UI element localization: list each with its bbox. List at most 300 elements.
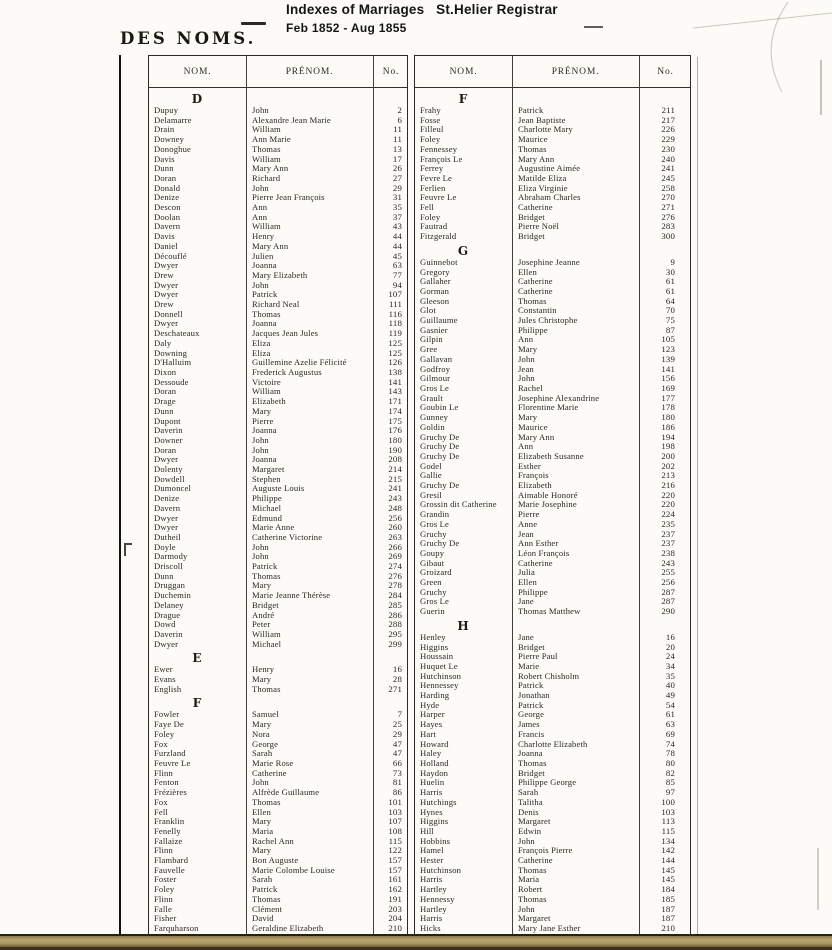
cell-no: 185 <box>661 894 675 904</box>
cell-nom: Harris <box>420 914 443 924</box>
table-row <box>149 426 407 436</box>
table-row <box>149 533 407 543</box>
cell-prenom: Catherine Victorine <box>252 532 323 542</box>
cell-nom: Hyde <box>420 700 440 710</box>
table-row <box>149 446 407 456</box>
table-row <box>415 740 690 750</box>
cell-prenom: Thomas <box>252 571 281 581</box>
cell-no: 156 <box>661 374 675 384</box>
cell-prenom: Philippe George <box>518 778 577 788</box>
cell-nom: Dunn <box>154 571 174 581</box>
cell-prenom: Francis <box>518 729 545 739</box>
scan-edge-line-right <box>697 57 698 934</box>
table-row <box>149 720 407 730</box>
cell-nom: Howard <box>420 739 449 749</box>
cell-nom: Dolenty <box>154 465 183 475</box>
table-row <box>149 808 407 818</box>
cell-no: 255 <box>661 568 675 578</box>
cell-nom: Huquet Le <box>420 661 458 671</box>
cell-nom: Hayes <box>420 720 443 730</box>
cell-prenom: Patrick <box>252 290 278 300</box>
table-row <box>149 145 407 155</box>
column-header-nom: NOM. <box>183 66 212 77</box>
cell-no: 283 <box>661 222 675 232</box>
table-row <box>149 407 407 417</box>
table-row <box>415 433 690 443</box>
cell-prenom: Ann Esther <box>518 539 559 549</box>
cell-nom: Haydon <box>420 768 449 778</box>
table-row <box>149 465 407 475</box>
cell-no: 145 <box>661 875 675 885</box>
cell-no: 285 <box>388 600 402 610</box>
table-row <box>415 116 690 126</box>
cell-nom: Grossin dit Catherine <box>420 500 497 510</box>
table-row <box>149 817 407 827</box>
cell-no: 2 <box>397 106 402 115</box>
page-header-title: Indexes of Marriages St.Helier Registrar <box>286 2 558 17</box>
cell-prenom: Alfrède Guillaume <box>252 788 320 798</box>
cell-nom: Fitzgerald <box>420 232 457 242</box>
cell-nom: Falle <box>154 904 172 914</box>
table-row <box>415 345 690 355</box>
cell-nom: Hester <box>420 856 444 866</box>
table-row <box>415 681 690 691</box>
cell-prenom: Esther <box>518 461 541 471</box>
cell-nom: Godel <box>420 461 442 471</box>
table-row <box>415 135 690 145</box>
table-row <box>149 494 407 504</box>
cell-no: 26 <box>392 164 402 174</box>
cell-prenom: Patrick <box>518 681 544 691</box>
cell-no: 97 <box>665 788 675 798</box>
table-row <box>149 914 407 924</box>
cell-nom: Dwyer <box>154 639 179 649</box>
cell-nom: Goldin <box>420 422 445 432</box>
cell-nom: Frézières <box>154 788 187 798</box>
cell-nom: Downey <box>154 135 185 145</box>
table-row <box>415 530 690 540</box>
cell-nom: Gros Le <box>420 519 449 529</box>
cell-prenom: Margaret <box>252 465 285 475</box>
cell-nom: Dwyer <box>154 513 179 523</box>
cell-prenom: Ann <box>518 335 534 345</box>
table-row <box>415 633 690 643</box>
cell-prenom: Eliza Virginie <box>518 183 568 193</box>
cell-nom: Daniel <box>154 241 178 251</box>
table-row <box>415 355 690 365</box>
cell-nom: Gruchy De <box>420 451 460 461</box>
cell-no: 287 <box>661 597 675 607</box>
cell-no: 220 <box>661 490 675 500</box>
table-row <box>149 397 407 407</box>
cell-prenom: Mary Ann <box>518 432 555 442</box>
cell-nom: Fox <box>154 739 168 749</box>
cell-no: 86 <box>392 788 402 798</box>
cell-prenom: Sarah <box>518 788 539 798</box>
cell-no: 187 <box>661 904 675 914</box>
table-row <box>415 788 690 798</box>
table-row <box>149 232 407 242</box>
table-row <box>415 500 690 510</box>
cell-prenom: Clément <box>252 904 283 914</box>
cell-nom: Holland <box>420 759 449 768</box>
cell-nom: Harper <box>420 710 445 720</box>
column-header-no: No. <box>382 66 400 77</box>
cell-no: 125 <box>388 348 402 358</box>
cell-prenom: Thomas <box>518 894 547 904</box>
cell-no: 63 <box>392 261 402 271</box>
cell-nom: Dwyer <box>154 261 179 271</box>
table-row <box>415 384 690 394</box>
cell-prenom: John <box>252 435 269 445</box>
cell-no: 241 <box>388 484 402 494</box>
table-row <box>415 316 690 326</box>
table-row <box>149 484 407 494</box>
cell-nom: Frahy <box>420 106 441 115</box>
table-row <box>149 572 407 582</box>
cell-no: 245 <box>661 173 675 183</box>
cell-no: 271 <box>661 203 675 213</box>
table-row <box>149 827 407 837</box>
cell-no: 37 <box>392 212 402 222</box>
cell-nom: Haley <box>420 749 442 759</box>
cell-nom: Godfroy <box>420 364 451 374</box>
cell-nom: Deschateaux <box>154 329 200 339</box>
table-row <box>415 885 690 895</box>
table-row <box>415 394 690 404</box>
cell-prenom: Ellen <box>252 807 271 817</box>
cell-prenom: Victoire <box>252 377 281 387</box>
cell-prenom: Thomas <box>518 144 547 154</box>
table-row <box>415 174 690 184</box>
cell-prenom: Charlotte Mary <box>518 125 573 135</box>
cell-nom: Higgins <box>420 817 449 827</box>
cell-prenom: Aimable Honoré <box>518 490 578 500</box>
column-divider <box>373 56 374 935</box>
table-row <box>149 885 407 895</box>
cell-nom: Hennessy <box>420 894 455 904</box>
cell-no: 80 <box>665 759 675 768</box>
cell-prenom: Richard Neal <box>252 300 300 310</box>
scan-edge-line-left <box>119 55 121 934</box>
table-row <box>415 672 690 682</box>
cell-nom: Doran <box>154 387 177 397</box>
column-header-prenom: PRÉNOM. <box>551 66 600 77</box>
table-row <box>149 769 407 779</box>
cell-no: 111 <box>389 300 402 310</box>
cell-no: 270 <box>661 193 675 203</box>
cell-no: 260 <box>388 523 402 533</box>
table-row <box>149 620 407 630</box>
table-row <box>149 710 407 720</box>
cell-prenom: Mary <box>252 817 272 827</box>
cell-nom: Dixon <box>154 367 177 377</box>
table-row <box>415 510 690 520</box>
table-row <box>415 125 690 135</box>
cell-nom: Flinn <box>154 846 173 856</box>
cell-prenom: Robert <box>518 885 543 895</box>
cell-prenom: Jonathan <box>518 691 550 701</box>
cell-no: 276 <box>661 212 675 222</box>
cell-no: 186 <box>661 422 675 432</box>
cell-nom: Guillaume <box>420 316 458 326</box>
cell-prenom: Auguste Louis <box>252 484 305 494</box>
table-row <box>415 258 690 268</box>
cell-prenom: Philippe <box>518 325 548 335</box>
table-row <box>149 135 407 145</box>
cell-nom: Dwyer <box>154 280 179 290</box>
cell-prenom: Mary Elizabeth <box>252 270 308 280</box>
cell-prenom: Catherine <box>518 558 553 568</box>
cell-prenom: Maurice <box>518 422 548 432</box>
cell-nom: Groizard <box>420 568 452 578</box>
table-row <box>415 106 690 116</box>
cell-no: 64 <box>665 296 675 306</box>
cell-prenom: Henry <box>252 665 275 675</box>
cell-no: 226 <box>661 125 675 135</box>
table-row <box>149 552 407 562</box>
cell-nom: Denize <box>154 494 180 504</box>
cell-no: 11 <box>393 135 402 145</box>
cell-prenom: John <box>518 354 535 364</box>
cell-nom: Duchemin <box>154 591 191 601</box>
table-row <box>149 778 407 788</box>
table-row <box>415 652 690 662</box>
cell-nom: Ewer <box>154 665 173 675</box>
cell-prenom: John <box>518 374 535 384</box>
cell-no: 286 <box>388 610 402 620</box>
cell-nom: Fallaize <box>154 836 183 846</box>
cell-prenom: Richard <box>252 173 281 183</box>
cell-prenom: Mary Ann <box>518 154 555 164</box>
cell-nom: Doolan <box>154 212 181 222</box>
cell-no: 49 <box>665 691 675 701</box>
column-divider <box>512 56 513 935</box>
index-table-left <box>148 55 408 936</box>
scan-tick-mark <box>124 543 132 556</box>
cell-nom: Fenton <box>154 778 179 788</box>
table-row <box>415 778 690 788</box>
cell-prenom: Ellen <box>518 578 537 588</box>
cell-prenom: Julia <box>518 568 535 578</box>
cell-prenom: Ellen <box>518 267 537 277</box>
table-body <box>415 88 690 934</box>
cell-prenom: John <box>252 183 269 193</box>
cell-nom: Green <box>420 578 442 588</box>
cell-prenom: Ann <box>518 442 534 452</box>
cell-prenom: Thomas <box>252 684 281 694</box>
cell-prenom: Jean <box>518 364 534 374</box>
cell-prenom: Elizabeth Susanne <box>518 451 584 461</box>
cell-no: 115 <box>388 836 402 846</box>
cell-prenom: Thomas <box>252 797 281 807</box>
table-row <box>149 184 407 194</box>
cell-no: 141 <box>661 364 675 374</box>
cell-no: 103 <box>661 807 675 817</box>
scan-smudge <box>817 848 819 910</box>
cell-prenom: Edwin <box>518 826 542 836</box>
table-row <box>415 924 690 934</box>
cell-prenom: John <box>518 836 535 846</box>
cell-no: 217 <box>661 115 675 125</box>
table-row <box>415 769 690 779</box>
cell-nom: Drague <box>154 610 181 620</box>
table-row <box>149 261 407 271</box>
cell-prenom: William <box>252 222 281 232</box>
cell-prenom: Augustine Aimée <box>518 164 581 174</box>
cell-prenom: Thomas <box>252 894 281 904</box>
cell-nom: Evans <box>154 675 176 685</box>
cell-nom: Dumoncel <box>154 484 191 494</box>
cell-prenom: Rachel Ann <box>252 836 294 846</box>
cell-no: 269 <box>388 552 402 562</box>
cell-no: 30 <box>665 267 675 277</box>
cell-nom: Dessoude <box>154 377 189 387</box>
cell-no: 141 <box>388 377 402 387</box>
cell-no: 274 <box>388 562 402 572</box>
cell-prenom: George <box>252 739 279 749</box>
cell-no: 241 <box>661 164 675 174</box>
cell-no: 116 <box>388 309 402 319</box>
cell-prenom: William <box>252 154 281 164</box>
cell-nom: Fell <box>154 807 168 817</box>
cell-nom: Gilpin <box>420 335 443 345</box>
cell-no: 157 <box>388 865 402 875</box>
table-row <box>415 442 690 452</box>
table-row <box>149 164 407 174</box>
table-row <box>415 588 690 598</box>
cell-nom: Hill <box>420 826 434 836</box>
cell-prenom: Catherine <box>518 277 553 287</box>
cell-nom: Goupy <box>420 548 445 558</box>
table-row <box>415 568 690 578</box>
cell-prenom: Catherine <box>518 203 553 213</box>
cell-no: 210 <box>661 923 675 933</box>
table-row <box>415 365 690 375</box>
cell-nom: Davern <box>154 503 181 513</box>
cell-prenom: Pierre Paul <box>518 652 558 662</box>
table-row <box>149 846 407 856</box>
cell-no: 191 <box>388 894 402 904</box>
table-row <box>149 349 407 359</box>
cell-nom: Dowdell <box>154 474 185 484</box>
cell-no: 180 <box>661 413 675 423</box>
table-header-row <box>149 56 407 88</box>
cell-no: 44 <box>392 232 402 242</box>
column-header-prenom: PRÉNOM. <box>285 66 334 77</box>
table-row <box>149 368 407 378</box>
cell-no: 263 <box>388 532 402 542</box>
table-row <box>149 174 407 184</box>
cell-no: 243 <box>661 558 675 568</box>
cell-nom: Gree <box>420 345 438 355</box>
table-row <box>415 914 690 924</box>
cell-prenom: Eliza <box>252 348 271 358</box>
cell-no: 118 <box>388 319 402 329</box>
cell-prenom: Bon Auguste <box>252 856 299 866</box>
table-row <box>415 691 690 701</box>
table-row <box>149 222 407 232</box>
cell-no: 16 <box>665 632 675 642</box>
cell-no: 138 <box>388 367 402 377</box>
cell-nom: Druggan <box>154 581 186 591</box>
cell-prenom: Marie <box>518 661 540 671</box>
table-row <box>149 193 407 203</box>
cell-prenom: François <box>518 471 549 481</box>
cell-nom: Fennessey <box>420 144 458 154</box>
cell-prenom: Bridget <box>518 232 545 242</box>
cell-prenom: Bridget <box>518 212 545 222</box>
cell-nom: Donnell <box>154 309 183 319</box>
cell-no: 194 <box>661 432 675 442</box>
cell-no: 187 <box>661 914 675 924</box>
table-row <box>415 203 690 213</box>
cell-nom: Drage <box>154 397 176 407</box>
cell-nom: Darmody <box>154 552 188 562</box>
cell-prenom: Peter <box>252 620 271 630</box>
cell-no: 61 <box>665 710 675 720</box>
cell-prenom: Julien <box>252 251 274 261</box>
cell-nom: Davis <box>154 154 175 164</box>
table-row <box>415 539 690 549</box>
cell-no: 78 <box>665 749 675 759</box>
cell-no: 27 <box>392 173 402 183</box>
cell-prenom: Marie Josephine <box>518 500 577 510</box>
cell-no: 43 <box>392 222 402 232</box>
column-header-nom: NOM. <box>449 66 478 77</box>
table-row <box>415 710 690 720</box>
cell-prenom: Joanna <box>252 261 277 271</box>
table-row <box>415 730 690 740</box>
scan-dash-mark <box>241 22 266 25</box>
cell-nom: Filleul <box>420 125 444 135</box>
cell-no: 6 <box>397 115 402 125</box>
table-row <box>149 798 407 808</box>
cell-nom: Dunn <box>154 406 174 416</box>
table-row <box>415 277 690 287</box>
cell-prenom: Marie Anne <box>252 523 295 533</box>
cell-prenom: Anne <box>518 519 538 529</box>
cell-nom: Daverin <box>154 426 183 436</box>
cell-no: 113 <box>661 817 675 827</box>
cell-nom: Goubin Le <box>420 403 459 413</box>
cell-nom: Delaney <box>154 600 184 610</box>
cell-prenom: Ann <box>252 203 268 213</box>
table-row <box>149 300 407 310</box>
cell-no: 229 <box>661 135 675 145</box>
cell-nom: Downer <box>154 435 183 445</box>
cell-no: 300 <box>661 232 675 242</box>
cell-nom: François Le <box>420 154 463 164</box>
cell-prenom: Thomas <box>518 759 547 768</box>
table-row <box>415 837 690 847</box>
cell-no: 238 <box>661 548 675 558</box>
cell-nom: Flinn <box>154 768 173 778</box>
cell-nom: Grandin <box>420 510 450 520</box>
column-header-no: No. <box>657 66 674 77</box>
cell-prenom: Joanna <box>518 749 543 759</box>
cell-nom: Houssain <box>420 652 454 662</box>
cell-nom: Hamel <box>420 846 444 856</box>
table-row <box>149 155 407 165</box>
cell-prenom: Patrick <box>252 885 278 895</box>
cell-nom: Foley <box>154 885 175 895</box>
cell-nom: Drew <box>154 300 174 310</box>
table-row <box>149 475 407 485</box>
table-row <box>149 281 407 291</box>
table-row <box>415 759 690 769</box>
cell-no: 142 <box>661 846 675 856</box>
